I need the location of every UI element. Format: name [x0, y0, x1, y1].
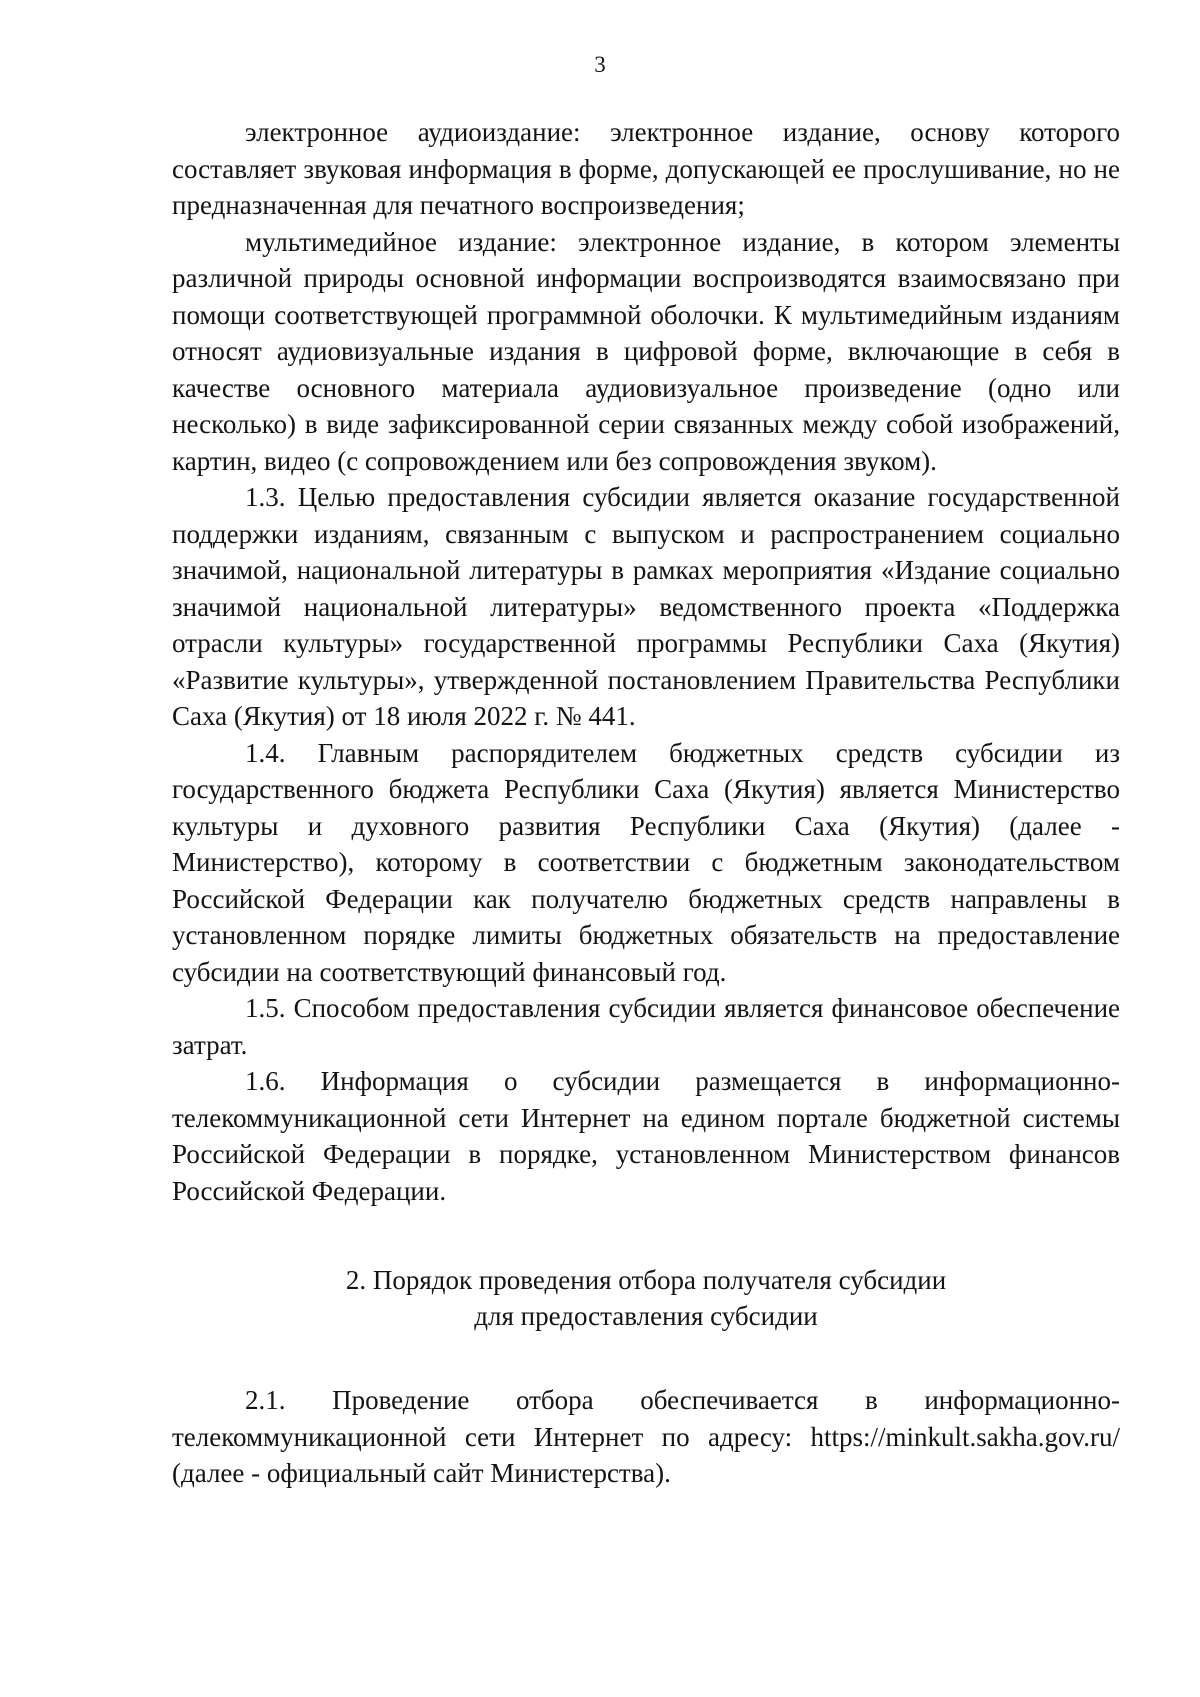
section-2-heading — [172, 1262, 1120, 1334]
document-body — [172, 114, 1120, 1492]
paragraph-1-4: 1.4. Главным распорядителем бюджетных средств субсидии из государственного бюджета Республики Саха (Якутия) является Министерство культуры и духовного развития Республики Саха (Якутия) (далее - Министерство), которому в соответствии с бюджетным законодательством Российской Федерации как получателю бюджетных средств направлены в установленном порядке лимиты бюджетных обязательств на предоставление субсидии на соответствующий финансовый год. — [172, 737, 1120, 987]
section-2-title-line-1: 2. Порядок проведения отбора получателя субсидии — [345, 1265, 947, 1295]
paragraph-1-5: 1.5. Способом предоставления субсидии является финансовое обеспечение затрат. — [172, 993, 1120, 1060]
paragraph-1-6: 1.6. Информация о субсидии размещается в информационно-телекоммуникационной сети Интернет на едином портале бюджетной системы Российской Федерации в порядке, установленном Министерством финансов Российской Федерации. — [172, 1066, 1120, 1206]
section-2-title-line-2: для предоставления субсидии — [474, 1301, 818, 1331]
paragraph-multimedia-edition: мультимедийное издание: электронное издание, в котором элементы различной природы основной информации воспроизводятся взаимосвязано при помощи соответствующей программной оболочки. К мультимедийным изданиям относят аудиовизуальные издания в цифровой форме, включающие в себя в качестве основного материала аудиовизуальное произведение (одно или несколько) в виде зафиксированной серии связанных между собой изображений, картин, видео (с сопровождением или без сопровождения звуком). — [172, 226, 1120, 476]
paragraph-audio-edition: электронное аудиоиздание: электронное издание, основу которого составляет звуковая информация в форме, допускающей ее прослушивание, но не предназначенная для печатного воспроизведения; — [172, 117, 1120, 220]
page-number: 3 — [594, 52, 606, 77]
paragraph-1-3: 1.3. Целью предоставления субсидии является оказание государственной поддержки изданиям, связанным с выпуском и распространением социально значимой, национальной литературы в рамках мероприятия «Издание социально значимой национальной литературы» ведомственного проекта «Поддержка отрасли культуры» государственной программы Республики Саха (Якутия) «Развитие культуры», утвержденной постановлением Правительства Республики Саха (Якутия) от 18 июля 2022 г. № 441. — [172, 482, 1120, 731]
paragraph-2-1: 2.1. Проведение отбора обеспечивается в информационно-телекоммуникационной сети Интернет по адресу: https://minkult.sakha.gov.ru/ (далее - официальный сайт Министерства). — [172, 1385, 1120, 1488]
